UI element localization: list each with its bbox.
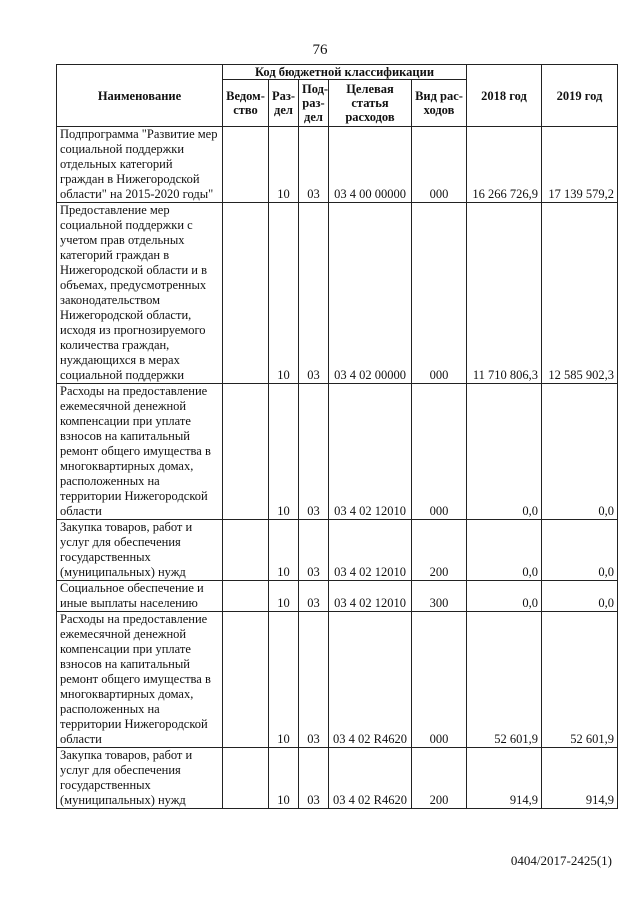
row-podrazdel: 03 [299,127,329,203]
row-2018: 11 710 806,3 [467,203,542,384]
row-2018: 0,0 [467,581,542,612]
row-2019: 52 601,9 [542,612,618,748]
row-2018: 0,0 [467,384,542,520]
row-name: Закупка товаров, работ и услуг для обеспечения государственных (муниципальных) нужд [57,520,223,581]
row-vedomstvo [223,520,269,581]
row-razdel: 10 [269,203,299,384]
table-row [57,127,618,203]
row-podrazdel: 03 [299,203,329,384]
table-row [57,203,618,384]
row-razdel: 10 [269,612,299,748]
row-csr: 03 4 02 R4620 [329,748,412,809]
header-vid: Вид рас-ходов [412,80,467,127]
row-csr: 03 4 02 12010 [329,520,412,581]
header-2018: 2018 год [467,65,542,127]
table-row [57,384,618,520]
row-podrazdel: 03 [299,612,329,748]
row-2019: 914,9 [542,748,618,809]
row-name: Социальное обеспечение и иные выплаты населению [57,581,223,612]
row-vid: 000 [412,203,467,384]
document-code: 0404/2017-2425(1) [510,853,612,868]
header-csr: Целевая статья расходов [329,80,412,127]
row-csr: 03 4 00 00000 [329,127,412,203]
row-vid: 200 [412,748,467,809]
row-2019: 0,0 [542,520,618,581]
row-2019: 0,0 [542,581,618,612]
row-csr: 03 4 02 12010 [329,384,412,520]
row-razdel: 10 [269,581,299,612]
row-vid: 000 [412,127,467,203]
header-podrazdel: Под-раз-дел [299,80,329,127]
row-2018: 16 266 726,9 [467,127,542,203]
row-razdel: 10 [269,127,299,203]
row-razdel: 10 [269,520,299,581]
header-name: Наименование [57,65,223,127]
row-podrazdel: 03 [299,581,329,612]
row-vedomstvo [223,748,269,809]
row-vid: 300 [412,581,467,612]
row-vid: 200 [412,520,467,581]
table-row [57,520,618,581]
header-vedomstvo: Ведом-ство [223,80,269,127]
row-name: Расходы на предоставление ежемесячной денежной компенсации при уплате взносов на капитальный ремонт общего имущества в многоквартирных домах, расположенных на территории Нижегородской области [57,612,223,748]
row-name: Предоставление мер социальной поддержки с учетом прав отдельных категорий граждан в Нижегородской области и в объемах, предусмотренных законодательством Нижегородской области, исходя из прогнозируемого количества граждан, нуждающихся в мерах социальной поддержки [57,203,223,384]
row-podrazdel: 03 [299,748,329,809]
row-vedomstvo [223,612,269,748]
row-name: Расходы на предоставление ежемесячной денежной компенсации при уплате взносов на капитальный ремонт общего имущества в многоквартирных домах, расположенных на территории Нижегородской области [57,384,223,520]
row-2018: 914,9 [467,748,542,809]
table-row [57,581,618,612]
page-number: 76 [312,42,328,58]
row-vedomstvo [223,581,269,612]
table-row [57,612,618,748]
row-vedomstvo [223,127,269,203]
header-2019: 2019 год [542,65,618,127]
row-2019: 12 585 902,3 [542,203,618,384]
row-name: Подпрограмма "Развитие мер социальной поддержки отдельных категорий граждан в Нижегородской области" на 2015-2020 годы" [57,127,223,203]
row-razdel: 10 [269,748,299,809]
budget-table [56,64,618,809]
row-vedomstvo [223,384,269,520]
row-csr: 03 4 02 12010 [329,581,412,612]
row-2018: 0,0 [467,520,542,581]
row-vid: 000 [412,384,467,520]
row-2019: 0,0 [542,384,618,520]
row-podrazdel: 03 [299,384,329,520]
row-2019: 17 139 579,2 [542,127,618,203]
row-podrazdel: 03 [299,520,329,581]
row-razdel: 10 [269,384,299,520]
row-name: Закупка товаров, работ и услуг для обеспечения государственных (муниципальных) нужд [57,748,223,809]
header-razdel: Раз-дел [269,80,299,127]
row-vedomstvo [223,203,269,384]
row-vid: 000 [412,612,467,748]
row-2018: 52 601,9 [467,612,542,748]
row-csr: 03 4 02 00000 [329,203,412,384]
header-classification-group: Код бюджетной классификации [223,65,467,80]
table-row [57,748,618,809]
row-csr: 03 4 02 R4620 [329,612,412,748]
